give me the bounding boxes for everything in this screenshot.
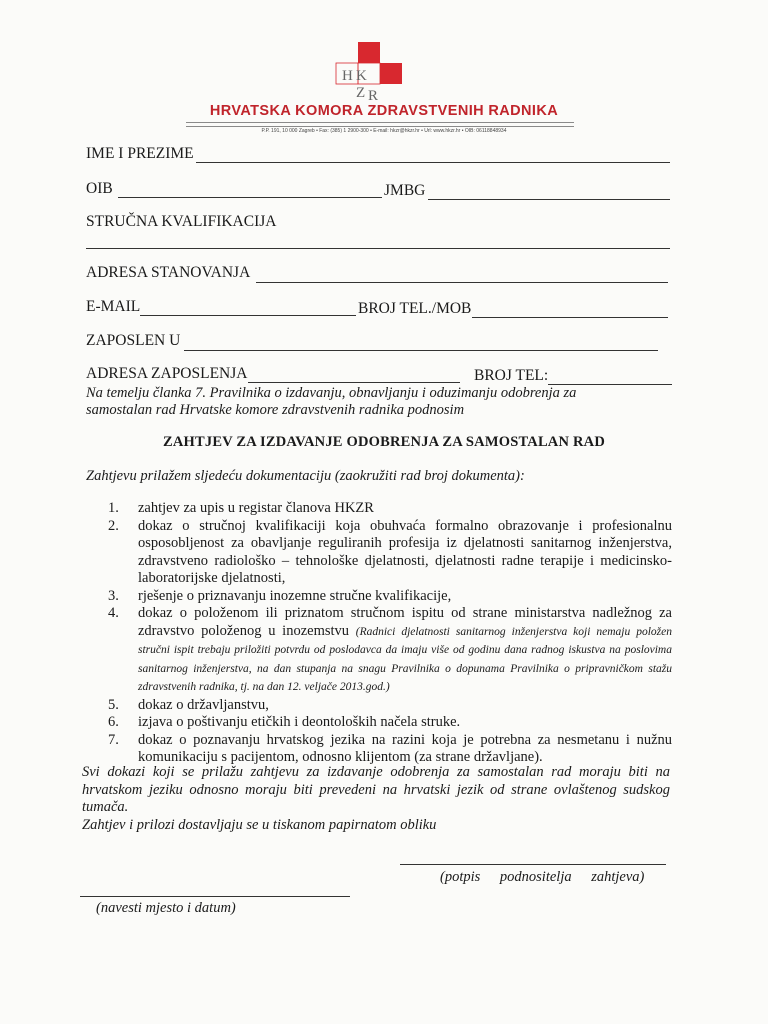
email-field[interactable] [140, 315, 356, 316]
list-item[interactable] [108, 588, 672, 606]
place-date-label: (navesti mjesto i datum) [96, 900, 236, 916]
item-text: dokaz o položenom ili priznatom stručnom ispitu od strane ministarstva nadležnog za zdravstvo položenog u inozemstvu [138, 605, 672, 639]
phone-mobile-label: BROJ TEL./MOB [358, 300, 472, 317]
list-item[interactable] [108, 697, 672, 715]
list-item[interactable] [108, 500, 672, 518]
item-number: 1. [108, 500, 119, 516]
item-text: zahtjev za upis u registar članova HKZR [138, 500, 374, 516]
work-address-label: ADRESA ZAPOSLENJA [86, 365, 248, 382]
svg-text:H: H [342, 68, 353, 84]
employed-at-label: ZAPOSLEN U [86, 332, 181, 349]
delivery-note: Zahtjev i prilozi dostavljaju se u tiskanom papirnatom obliku [82, 817, 437, 833]
qualification-field[interactable] [86, 248, 670, 249]
item-note: (Radnici djelatnosti sanitarnog inženjerstva koji nemaju položen stručni ispit trebaju priložiti potvrdu od poslodavca da imaju više od godinu dana radnog iskustva na poslovima sanitarnog inženjerstva, na dan stupanja na snagu Pravilnika o dopunama Pravilnika o pripravničkom stažu zdravstvenih radnika, tj. na dan 12. veljače 2013.god.) [138, 625, 672, 693]
place-date-field[interactable] [80, 896, 350, 897]
form-title: ZAHTJEV ZA IZDAVANJE ODOBRENJA ZA SAMOSTALAN RAD [162, 434, 605, 450]
signature-label: (potpis podnositelja zahtjeva) [440, 869, 645, 885]
qualification-label: STRUČNA KVALIFIKACIJA [86, 213, 277, 230]
work-address-field[interactable] [248, 382, 460, 383]
svg-text:R: R [368, 88, 379, 104]
name-field[interactable] [196, 162, 670, 163]
name-label: IME I PREZIME [86, 145, 194, 162]
item-number: 6. [108, 714, 119, 730]
item-number: 4. [108, 605, 119, 621]
item-text: dokaz o državljanstvu, [138, 696, 269, 713]
item-number: 2. [108, 517, 119, 534]
oib-field[interactable] [118, 197, 382, 198]
employed-at-field[interactable] [184, 350, 658, 351]
svg-text:Z: Z [356, 85, 366, 101]
item-number: 3. [108, 587, 119, 604]
list-item[interactable] [108, 518, 672, 588]
item-text: dokaz o stručnoj kvalifikaciji koja obuhvaća formalno obrazovanje i profesionalnu osposobljenost za obavljanje reguliranih profesija iz djelatnosti sanitarnog inženjerstva, zdravstveno radiološko – tehnološke djelatnosti, djelatnosti radne terapije i medicinsko- laboratorijske djelatnosti, [138, 517, 672, 586]
oib-label: OIB [86, 180, 113, 197]
contact-line: P.P. 191, 10 000 Zagreb • Fax: (385) 1 2900-300 • E-mail: hkzr@hkzr.hr • Url: www.hkzr.hr • OIB: 06118848934 [261, 128, 507, 134]
item-text: dokaz o poznavanju hrvatskog jezika na razini koja je potrebna za nesmetanu i nužnu komunikaciju s pacijentom, odnosno klijentom (za strane državljane). [138, 731, 672, 765]
item-number: 5. [108, 696, 119, 713]
list-item[interactable] [108, 714, 672, 732]
organization-name: HRVATSKA KOMORA ZDRAVSTVENIH RADNIKA [209, 103, 559, 119]
list-item[interactable] [108, 605, 672, 697]
attachments-intro: Zahtjevu prilažem sljedeću dokumentaciju (zaokružiti rad broj dokumenta): [86, 468, 525, 484]
header-divider [186, 122, 574, 123]
work-phone-label: BROJ TEL: [474, 367, 549, 384]
header-divider [186, 126, 574, 127]
item-number: 7. [108, 731, 119, 748]
svg-text:K: K [356, 68, 367, 84]
intro-text: Na temelju članka 7. Pravilnika o izdavanju, obnavljanju i oduzimanju odobrenja za samostalan rad Hrvatske komore zdravstvenih radnika podnosim [86, 385, 577, 418]
email-label: E-MAIL [86, 298, 141, 315]
document-list [108, 500, 672, 767]
address-field[interactable] [256, 282, 668, 283]
item-text: izjava o poštivanju etičkih i deontoloških načela struke. [138, 714, 461, 730]
proof-language-note: Svi dokazi koji se prilažu zahtjevu za izdavanje odobrenja za samostalan rad moraju biti na hrvatskom jeziku odnosno moraju biti prevedeni na hrvatski jezik od strane ovlaštenog sudskog tumača. [82, 764, 670, 815]
hkzr-logo [334, 42, 404, 104]
address-label: ADRESA STANOVANJA [86, 264, 251, 281]
item-text: rješenje o priznavanju inozemne stručne kvalifikacije, [138, 587, 452, 604]
jmbg-label: JMBG [384, 182, 426, 199]
jmbg-field[interactable] [428, 199, 670, 200]
list-item[interactable] [108, 732, 672, 767]
phone-mobile-field[interactable] [472, 317, 668, 318]
signature-field[interactable] [400, 864, 666, 865]
